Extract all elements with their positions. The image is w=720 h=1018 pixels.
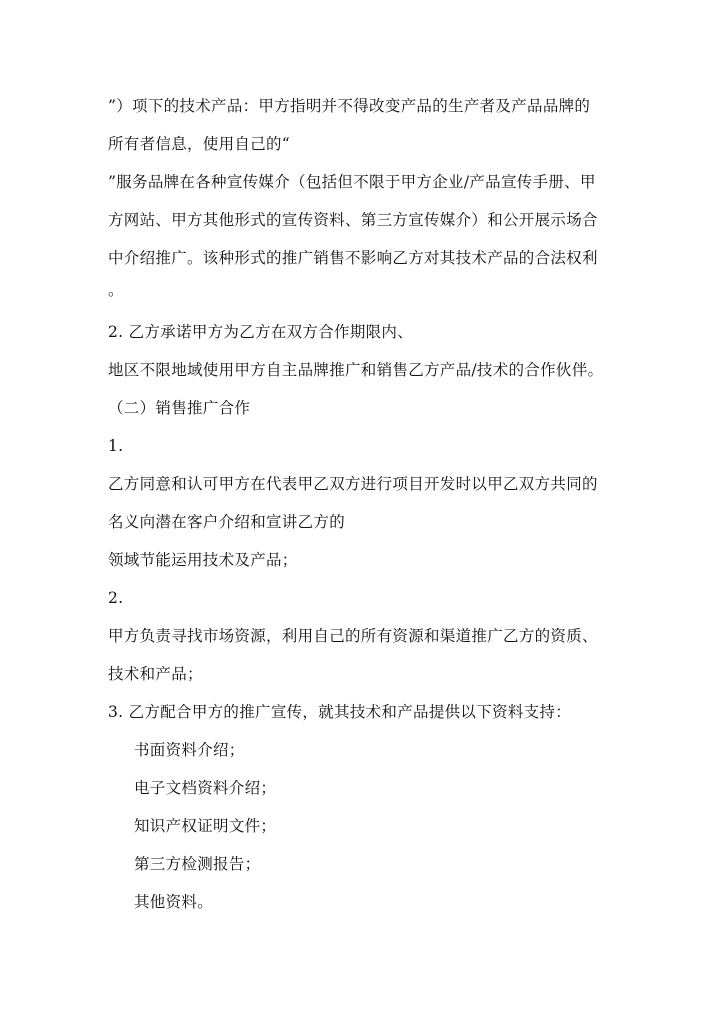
paragraph-line: 领域节能运用技术及产品； (108, 551, 298, 569)
sub-list-item: 其他资料。 (134, 893, 214, 911)
section-heading: （二）销售推广合作 (108, 399, 251, 417)
sub-list-item: 电子文档资料介绍； (134, 779, 277, 797)
paragraph-line: 技术和产品； (108, 665, 203, 683)
paragraph-line: 所有者信息，使用自己的“ (108, 135, 291, 153)
sub-list-item: 知识产权证明文件； (134, 817, 277, 835)
list-number-1: 1. (108, 437, 124, 455)
list-item-2: 2. 乙方承诺甲方为乙方在双方合作期限内、 (108, 323, 414, 341)
paragraph-line: 方网站、甲方其他形式的宣传资料、第三方宣传媒介）和公开展示场合 (108, 211, 598, 229)
sub-list-item: 书面资料介绍； (134, 741, 245, 759)
paragraph-line: 甲方负责寻找市场资源，利用自己的所有资源和渠道推广乙方的资质、 (108, 627, 598, 645)
list-item-3: 3. 乙方配合甲方的推广宣传，就其技术和产品提供以下资料支持： (108, 703, 572, 721)
paragraph-line: 乙方同意和认可甲方在代表甲乙双方进行项目开发时以甲乙双方共同的 (108, 475, 598, 493)
list-number-2: 2. (108, 589, 124, 607)
sub-list-item: 第三方检测报告； (134, 855, 261, 873)
paragraph-line: 地区不限地域使用甲方自主品牌推广和销售乙方产品/技术的合作伙伴。 (108, 361, 604, 379)
paragraph-line: ”服务品牌在各种宣传媒介（包括但不限于甲方企业/产品宣传手册、甲 (108, 173, 596, 191)
paragraph-line: 。 (108, 281, 124, 299)
paragraph-line: 中介绍推广。该种形式的推广销售不影响乙方对其技术产品的合法权利 (108, 249, 598, 267)
paragraph-line: 名义向潜在客户介绍和宣讲乙方的 (108, 513, 346, 531)
paragraph-line: ”）项下的技术产品：甲方指明并不得改变产品的生产者及产品品牌的 (108, 97, 591, 115)
